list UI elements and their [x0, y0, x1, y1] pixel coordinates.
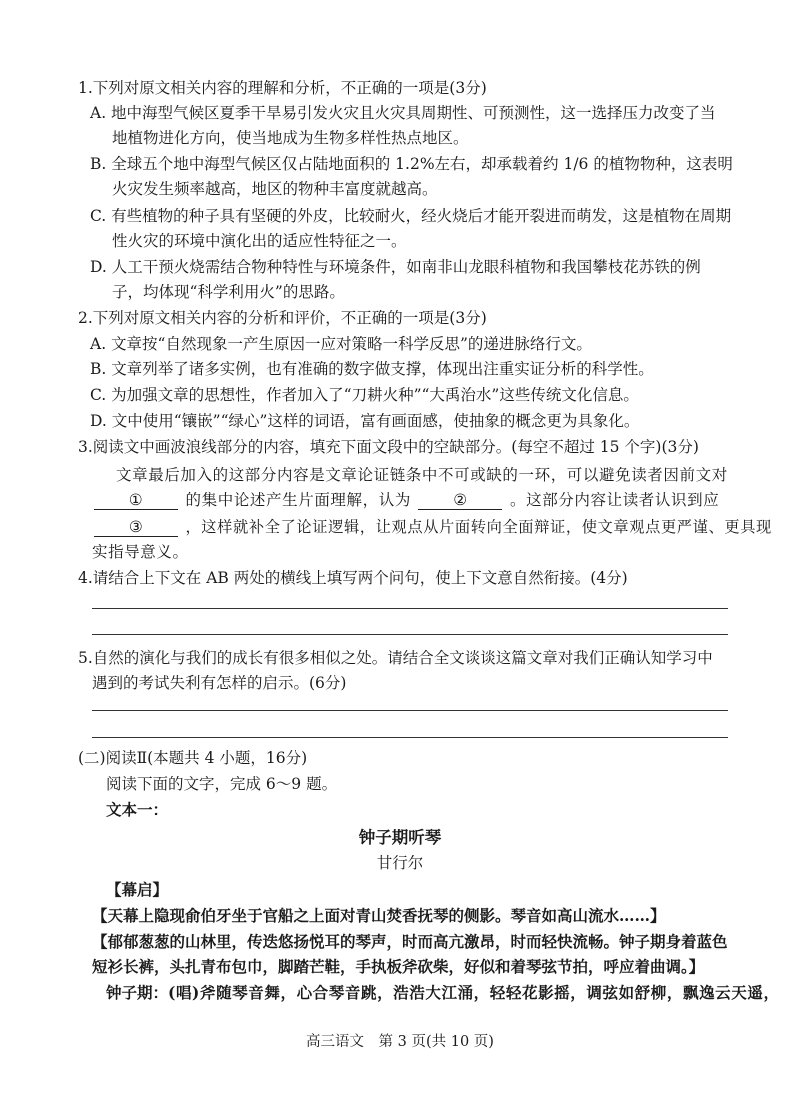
- speaker-name: 钟子期：: [106, 983, 169, 1002]
- q3-blank-1[interactable]: ①: [94, 491, 178, 510]
- q2-option-d: D. 文中使用“镶嵌”“绿心”这样的词语，富有画面感，使抽象的概念更为具象化。: [90, 412, 640, 430]
- q1-option-d-line1: D. 人工干预火烧需结合物种特性与环境条件，如南非山龙眼科植物和我国攀枝花苏铁的例: [90, 258, 701, 276]
- q2-option-c: C. 为加强文章的思想性，作者加入了“刀耕火种”“大禹治水”这些传统文化信息。: [90, 386, 639, 404]
- q3-passage-line2: [92, 490, 719, 510]
- q5-stem-line2: 遇到的考试失利有怎样的启示。(6分): [92, 674, 347, 692]
- q5-answer-line-2[interactable]: [92, 737, 728, 738]
- page-footer: 高三语文 第 3 页(共 10 页): [306, 1034, 494, 1050]
- q1-option-c-line1: C. 有些植物的种子具有坚硬的外皮，比较耐火，经火烧后才能开裂进而萌发，这是植物在周期: [90, 207, 732, 225]
- q1-option-d-line2: 子，均体现“科学利用火”的思路。: [112, 283, 345, 301]
- q3-passage-line3: [92, 517, 772, 537]
- stage-direction-1: 【天幕上隐现俞伯牙坐于官船之上面对青山焚香抚琴的侧影。琴音如高山流水……】: [92, 906, 666, 925]
- q1-option-b-line1: B. 全球五个地中海型气候区仅占陆地面积的 1.2%左右，却承载着约 1/6 的植物物种，这表明: [90, 155, 733, 173]
- q3-blank-2[interactable]: ②: [418, 491, 502, 510]
- q5-stem-line1: 5.自然的演化与我们的成长有很多相似之处。请结合全文谈谈这篇文章对我们正确认知学习中: [78, 649, 713, 667]
- q4-answer-line-2[interactable]: [92, 634, 728, 635]
- q3-passage-text-2b: 。这部分内容让读者认识到应: [510, 491, 720, 509]
- stage-direction-2-line1: 【郁郁葱葱的山林里，传迭悠扬悦耳的琴声，时而高亢激昂，时而轻快流畅。钟子期身着蓝色: [92, 932, 728, 951]
- speaker-line: (唱)斧随琴音舞，心合琴音跳，浩浩大江涌，轻轻花影摇，调弦如舒柳，飘逸云天遥，: [168, 983, 780, 1002]
- q3-blank-3[interactable]: ③: [94, 518, 178, 537]
- q4-stem: 4.请结合上下文在 AB 两处的横线上填写两个问句，使上下文意自然衔接。(4分): [78, 569, 628, 587]
- text-one-label: 文本一：: [106, 800, 169, 819]
- q1-stem: 1.下列对原文相关内容的理解和分析，不正确的一项是(3分): [78, 79, 487, 97]
- q2-option-b: B. 文章列举了诸多实例，也有准确的数字做支撑，体现出注重实证分析的科学性。: [90, 360, 654, 378]
- play-author: 甘行尔: [376, 854, 424, 872]
- section2-heading: (二)阅读Ⅱ(本题共 4 小题，16分): [78, 749, 308, 767]
- play-act-marker: 【幕启】: [106, 880, 169, 899]
- q2-stem: 2.下列对原文相关内容的分析和评价，不正确的一项是(3分): [78, 309, 487, 327]
- play-title: 钟子期听琴: [358, 828, 442, 847]
- q3-passage-text-2a: 的集中论述产生片面理解，认为: [185, 491, 411, 509]
- q3-stem: 3.阅读文中画波浪线部分的内容，填充下面文段中的空缺部分。(每空不超过 15 个字)(3分): [78, 438, 699, 456]
- q1-option-b-line2: 火灾发生频率越高，地区的物种丰富度就越高。: [112, 180, 438, 198]
- q3-passage-text-3: ，这样就补全了论证逻辑，让观点从片面转向全面辩证，使文章观点更严谨、更具现: [185, 518, 772, 536]
- q5-answer-line-1[interactable]: [92, 710, 728, 711]
- q3-passage-line4: 实指导意义。: [92, 543, 189, 561]
- stage-direction-2-line2: 短衫长裤，头扎青布包巾，脚踏芒鞋，手执板斧砍柴，好似和着琴弦节拍，呼应着曲调。】: [92, 957, 705, 976]
- q4-answer-line-1[interactable]: [92, 608, 728, 609]
- q3-passage-line1: 文章最后加入的这部分内容是文章论证链条中不可或缺的一环，可以避免读者因前文对: [116, 466, 728, 484]
- section2-instruction: 阅读下面的文字，完成 6～9 题。: [106, 775, 338, 793]
- q1-option-a-line1: A. 地中海型气候区夏季干旱易引发火灾且火灾具周期性、可预测性，这一选择压力改变了当: [90, 104, 716, 122]
- q1-option-c-line2: 性火灾的环境中演化出的适应性特征之一。: [112, 232, 407, 250]
- dialogue-line: [106, 983, 780, 1003]
- q1-option-a-line2: 地植物进化方向，使当地成为生物多样性热点地区。: [112, 129, 469, 147]
- q2-option-a: A. 文章按“自然现象一产生原因一应对策略一科学反思”的递进脉络行文。: [90, 335, 592, 353]
